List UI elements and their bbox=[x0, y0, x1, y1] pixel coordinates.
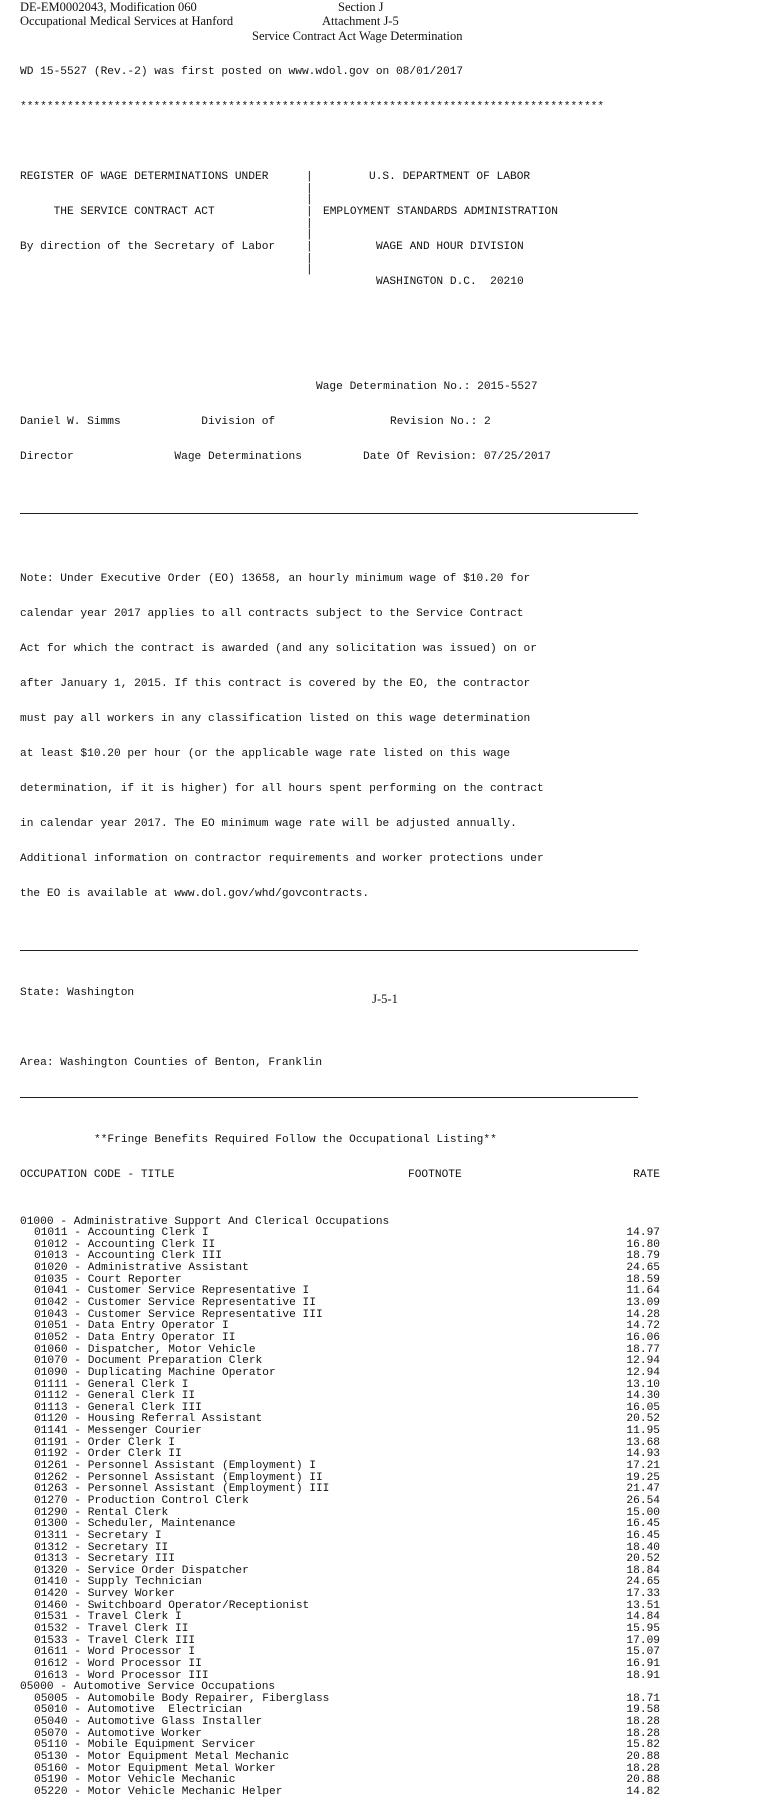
occupation-rate: 18.40 bbox=[626, 1541, 660, 1554]
occupation-list bbox=[20, 1217, 660, 1799]
register-right-line: U.S. DEPARTMENT OF LABOR bbox=[369, 171, 531, 184]
occupation-rate: 18.77 bbox=[626, 1343, 660, 1356]
occupation-row bbox=[20, 1333, 660, 1345]
occupation-row bbox=[20, 1426, 660, 1438]
occupation-row bbox=[20, 1380, 660, 1392]
occupation-row bbox=[20, 1414, 660, 1426]
header-document-title: Service Contract Act Wage Determination bbox=[252, 29, 463, 43]
occupation-row bbox=[20, 1240, 660, 1252]
horizontal-rule bbox=[20, 950, 638, 951]
occupation-rate: 14.82 bbox=[626, 1785, 660, 1798]
occupation-rate: 20.88 bbox=[626, 1774, 660, 1787]
occupation-title: 01313 - Secretary III bbox=[34, 1553, 175, 1566]
note-line: after January 1, 2015. If this contract is covered by the EO, the contractor bbox=[20, 678, 531, 691]
occupation-row bbox=[20, 1484, 660, 1496]
occupation-row bbox=[20, 1636, 660, 1648]
occupation-row bbox=[20, 1391, 660, 1403]
occupation-title: 01290 - Rental Clerk bbox=[34, 1506, 169, 1519]
occupation-title: 01460 - Switchboard Operator/Receptionist bbox=[34, 1599, 310, 1612]
document-header bbox=[0, 0, 770, 46]
occupation-rate: 11.95 bbox=[626, 1425, 660, 1438]
occupation-row bbox=[20, 1624, 660, 1636]
occupation-title: 01300 - Scheduler, Maintenance bbox=[34, 1518, 236, 1531]
register-right-line: EMPLOYMENT STANDARDS ADMINISTRATION bbox=[323, 206, 558, 219]
occupation-rate: 16.80 bbox=[626, 1238, 660, 1251]
occupation-row bbox=[20, 1543, 660, 1555]
occupation-row bbox=[20, 1496, 660, 1508]
occupation-title: 01090 - Duplicating Machine Operator bbox=[34, 1366, 276, 1379]
occupation-row bbox=[20, 1508, 660, 1520]
header-contract-title: Occupational Medical Services at Hanford bbox=[20, 14, 234, 28]
occupation-title: 05005 - Automobile Body Repairer, Fiberglass bbox=[34, 1692, 330, 1705]
occupation-title: 01011 - Accounting Clerk I bbox=[34, 1227, 209, 1240]
note-line: determination, if it is higher) for all hours spent performing on the contract bbox=[20, 783, 544, 796]
page-number: J-5-1 bbox=[372, 992, 398, 1006]
occupation-row bbox=[20, 1461, 660, 1473]
occupation-row bbox=[20, 1577, 660, 1589]
occupation-rate: 19.25 bbox=[626, 1471, 660, 1484]
register-right-line: WASHINGTON D.C. 20210 bbox=[376, 276, 524, 289]
horizontal-rule bbox=[20, 513, 638, 514]
occupation-row bbox=[20, 1694, 660, 1706]
occupation-title: 01612 - Word Processor II bbox=[34, 1657, 202, 1670]
occupation-row bbox=[20, 1752, 660, 1764]
occupation-title: 01112 - General Clerk II bbox=[34, 1390, 196, 1403]
register-divider: | | | | | | | | | bbox=[306, 171, 313, 277]
register-right-line bbox=[316, 347, 646, 359]
occupation-row bbox=[20, 1775, 660, 1787]
occupation-row bbox=[20, 1519, 660, 1531]
register-right-line: WAGE AND HOUR DIVISION bbox=[376, 241, 524, 254]
occupation-title: 01533 - Travel Clerk III bbox=[34, 1634, 196, 1647]
occupation-title: 01311 - Secretary I bbox=[34, 1529, 162, 1542]
occupation-title: 05010 - Automotive Electrician bbox=[34, 1704, 243, 1717]
occupation-row bbox=[20, 1368, 660, 1380]
occupation-row bbox=[20, 1286, 660, 1298]
register-left-line: THE SERVICE CONTRACT ACT bbox=[20, 206, 215, 219]
occupation-rate: 16.91 bbox=[626, 1657, 660, 1670]
column-headers bbox=[20, 1170, 660, 1182]
note-line: Note: Under Executive Order (EO) 13658, an hourly minimum wage of $10.20 for bbox=[20, 573, 531, 586]
occupation-row bbox=[20, 1263, 660, 1275]
occupation-rate: 17.33 bbox=[626, 1588, 660, 1601]
occupation-row bbox=[20, 1787, 660, 1799]
occupation-rate: 14.28 bbox=[626, 1308, 660, 1321]
occupation-title: 05110 - Mobile Equipment Servicer bbox=[34, 1739, 256, 1752]
occupation-title: 01020 - Administrative Assistant bbox=[34, 1262, 249, 1275]
wd-posted-line: WD 15-5527 (Rev.-2) was first posted on www.wdol.gov on 08/01/2017 bbox=[20, 66, 464, 79]
occupation-rate: 16.05 bbox=[626, 1401, 660, 1414]
note-line: at least $10.20 per hour (or the applicable wage rate listed on this wage bbox=[20, 748, 511, 761]
occupation-row bbox=[20, 1403, 660, 1415]
occupation-row bbox=[20, 1438, 660, 1450]
occupation-title: 01191 - Order Clerk I bbox=[34, 1436, 175, 1449]
register-left bbox=[20, 149, 306, 487]
area-line: Area: Washington Counties of Benton, Franklin bbox=[20, 1057, 323, 1070]
occupation-title: 01141 - Messenger Courier bbox=[34, 1425, 202, 1438]
occupation-title: 05070 - Automotive Worker bbox=[34, 1727, 202, 1740]
occupation-row bbox=[20, 1566, 660, 1578]
occupation-rate: 18.28 bbox=[626, 1727, 660, 1740]
occupation-title: 01042 - Customer Service Representative II bbox=[34, 1297, 316, 1310]
occupation-rate: 14.93 bbox=[626, 1448, 660, 1461]
occupation-rate: 26.54 bbox=[626, 1494, 660, 1507]
occupation-row bbox=[20, 1449, 660, 1461]
occupation-rate: 18.28 bbox=[626, 1716, 660, 1729]
occupation-row bbox=[20, 1531, 660, 1543]
column-header-code-title: OCCUPATION CODE - TITLE bbox=[20, 1168, 175, 1181]
occupation-row bbox=[20, 1356, 660, 1368]
occupation-rate: 14.97 bbox=[626, 1227, 660, 1240]
occupation-title: 01051 - Data Entry Operator I bbox=[34, 1320, 229, 1333]
occupation-title: 01312 - Secretary II bbox=[34, 1541, 169, 1554]
occupation-title: 01320 - Service Order Dispatcher bbox=[34, 1564, 249, 1577]
occupation-rate: 15.07 bbox=[626, 1646, 660, 1659]
occupation-rate: 20.52 bbox=[626, 1413, 660, 1426]
occupation-rate: 18.59 bbox=[626, 1273, 660, 1286]
date-of-revision: Date Of Revision: 07/25/2017 bbox=[363, 450, 551, 463]
occupation-row bbox=[20, 1228, 660, 1240]
occupation-rate: 12.94 bbox=[626, 1355, 660, 1368]
occupation-group-header: 01000 - Administrative Support And Clerical Occupations bbox=[20, 1215, 390, 1228]
occupation-title: 01263 - Personnel Assistant (Employment) III bbox=[34, 1483, 330, 1496]
register-right bbox=[316, 149, 646, 487]
occupation-group-header: 05000 - Automotive Service Occupations bbox=[20, 1681, 276, 1694]
occupation-row bbox=[20, 1298, 660, 1310]
occupation-title: 01041 - Customer Service Representative I bbox=[34, 1285, 310, 1298]
occupation-rate: 24.65 bbox=[626, 1576, 660, 1589]
occupation-rate: 13.10 bbox=[626, 1378, 660, 1391]
occupation-rate: 18.79 bbox=[626, 1250, 660, 1263]
occupation-rate: 15.00 bbox=[626, 1506, 660, 1519]
occupation-title: 01111 - General Clerk I bbox=[34, 1378, 189, 1391]
occupation-row bbox=[20, 1251, 660, 1263]
note-line: Act for which the contract is awarded (and any solicitation was issued) on or bbox=[20, 643, 537, 656]
header-attachment: Attachment J-5 bbox=[322, 14, 399, 28]
occupation-title: 01035 - Court Reporter bbox=[34, 1273, 182, 1286]
register-left-line: Daniel W. Simms Division of bbox=[20, 415, 276, 428]
occupation-row bbox=[20, 1345, 660, 1357]
occupation-rate: 14.84 bbox=[626, 1611, 660, 1624]
occupation-row bbox=[20, 1473, 660, 1485]
occupation-row bbox=[20, 1659, 660, 1671]
register-left-line bbox=[20, 347, 306, 359]
occupation-title: 01611 - Word Processor I bbox=[34, 1646, 196, 1659]
occupation-title: 05190 - Motor Vehicle Mechanic bbox=[34, 1774, 236, 1787]
header-section: Section J bbox=[338, 0, 384, 14]
occupation-rate: 24.65 bbox=[626, 1262, 660, 1275]
occupation-rate: 18.71 bbox=[626, 1692, 660, 1705]
occupation-rate: 17.09 bbox=[626, 1634, 660, 1647]
occupation-row bbox=[20, 1705, 660, 1717]
occupation-row bbox=[20, 1589, 660, 1601]
occupation-title: 01420 - Survey Worker bbox=[34, 1588, 175, 1601]
occupation-title: 01262 - Personnel Assistant (Employment) II bbox=[34, 1471, 323, 1484]
occupation-row bbox=[20, 1671, 660, 1683]
occupation-row bbox=[20, 1601, 660, 1613]
occupation-row bbox=[20, 1612, 660, 1624]
occupation-row bbox=[20, 1321, 660, 1333]
occupation-title: 05220 - Motor Vehicle Mechanic Helper bbox=[34, 1785, 283, 1798]
occupation-row bbox=[20, 1554, 660, 1566]
occupation-rate: 15.95 bbox=[626, 1622, 660, 1635]
occupation-rate: 15.82 bbox=[626, 1739, 660, 1752]
register-left-line bbox=[20, 277, 306, 289]
occupation-rate: 18.84 bbox=[626, 1564, 660, 1577]
occupation-title: 01192 - Order Clerk II bbox=[34, 1448, 182, 1461]
note-line: the EO is available at www.dol.gov/whd/govcontracts. bbox=[20, 887, 370, 900]
wage-determination-body bbox=[20, 44, 660, 1810]
occupation-title: 01113 - General Clerk III bbox=[34, 1401, 202, 1414]
register-left-line bbox=[20, 312, 306, 324]
occupation-title: 01052 - Data Entry Operator II bbox=[34, 1331, 236, 1344]
occupation-row bbox=[20, 1647, 660, 1659]
occupation-title: 05160 - Motor Equipment Metal Worker bbox=[34, 1762, 276, 1775]
occupation-rate: 16.45 bbox=[626, 1529, 660, 1542]
register-left-line: Director Wage Determinations bbox=[20, 450, 302, 463]
column-header-footnote: FOOTNOTE bbox=[408, 1168, 462, 1181]
occupation-rate: 14.72 bbox=[626, 1320, 660, 1333]
star-separator: *************************************************************************************** bbox=[20, 101, 605, 114]
occupation-rate: 17.21 bbox=[626, 1460, 660, 1473]
occupation-title: 01070 - Document Preparation Clerk bbox=[34, 1355, 263, 1368]
occupation-title: 01261 - Personnel Assistant (Employment) I bbox=[34, 1460, 316, 1473]
occupation-title: 01013 - Accounting Clerk III bbox=[34, 1250, 222, 1263]
occupation-row bbox=[20, 1740, 660, 1752]
wage-determination-number: Wage Determination No.: 2015-5527 bbox=[316, 380, 538, 393]
column-header-rate: RATE bbox=[633, 1168, 660, 1181]
occupation-rate: 13.51 bbox=[626, 1599, 660, 1612]
occupation-rate: 14.30 bbox=[626, 1390, 660, 1403]
occupation-title: 01532 - Travel Clerk II bbox=[34, 1622, 189, 1635]
occupation-rate: 18.91 bbox=[626, 1669, 660, 1682]
register-block bbox=[20, 149, 660, 487]
occupation-rate: 13.68 bbox=[626, 1436, 660, 1449]
occupation-title: 05040 - Automotive Glass Installer bbox=[34, 1716, 263, 1729]
register-right-line bbox=[316, 312, 646, 324]
occupation-rate: 19.58 bbox=[626, 1704, 660, 1717]
note-line: in calendar year 2017. The EO minimum wage rate will be adjusted annually. bbox=[20, 818, 517, 831]
occupation-title: 01613 - Word Processor III bbox=[34, 1669, 209, 1682]
occupation-rate: 18.28 bbox=[626, 1762, 660, 1775]
occupation-title: 05130 - Motor Equipment Metal Mechanic bbox=[34, 1751, 290, 1764]
occupation-title: 01270 - Production Control Clerk bbox=[34, 1494, 249, 1507]
occupation-title: 01012 - Accounting Clerk II bbox=[34, 1238, 216, 1251]
register-left-line: REGISTER OF WAGE DETERMINATIONS UNDER bbox=[20, 171, 269, 184]
occupation-rate: 20.52 bbox=[626, 1553, 660, 1566]
occupation-title: 01531 - Travel Clerk I bbox=[34, 1611, 182, 1624]
occupation-row bbox=[20, 1275, 660, 1287]
state-line: State: Washington bbox=[20, 987, 135, 1000]
occupation-title: 01120 - Housing Referral Assistant bbox=[34, 1413, 263, 1426]
note-line: calendar year 2017 applies to all contracts subject to the Service Contract bbox=[20, 608, 524, 621]
note-line: Additional information on contractor requirements and worker protections under bbox=[20, 852, 544, 865]
revision-number: Revision No.: 2 bbox=[390, 415, 491, 428]
occupation-title: 01410 - Supply Technician bbox=[34, 1576, 202, 1589]
occupation-rate: 12.94 bbox=[626, 1366, 660, 1379]
occupation-title: 01043 - Customer Service Representative III bbox=[34, 1308, 323, 1321]
occupation-rate: 16.45 bbox=[626, 1518, 660, 1531]
occupation-rate: 21.47 bbox=[626, 1483, 660, 1496]
occupation-rate: 13.09 bbox=[626, 1297, 660, 1310]
horizontal-rule bbox=[20, 1097, 638, 1098]
occupation-row bbox=[20, 1729, 660, 1741]
eo-note bbox=[20, 551, 660, 924]
occupation-rate: 16.06 bbox=[626, 1331, 660, 1344]
occupation-rate: 20.88 bbox=[626, 1751, 660, 1764]
occupation-row bbox=[20, 1764, 660, 1776]
register-left-line: By direction of the Secretary of Labor bbox=[20, 241, 276, 254]
occupation-row bbox=[20, 1717, 660, 1729]
occupation-row bbox=[20, 1310, 660, 1322]
occupation-title: 01060 - Dispatcher, Motor Vehicle bbox=[34, 1343, 256, 1356]
occupation-rate: 11.64 bbox=[626, 1285, 660, 1298]
register-left-line bbox=[20, 382, 306, 394]
fringe-benefits-note: **Fringe Benefits Required Follow the Occupational Listing** bbox=[94, 1134, 497, 1146]
note-line: must pay all workers in any classification listed on this wage determination bbox=[20, 713, 531, 726]
header-contract-number: DE-EM0002043, Modification 060 bbox=[20, 0, 197, 14]
